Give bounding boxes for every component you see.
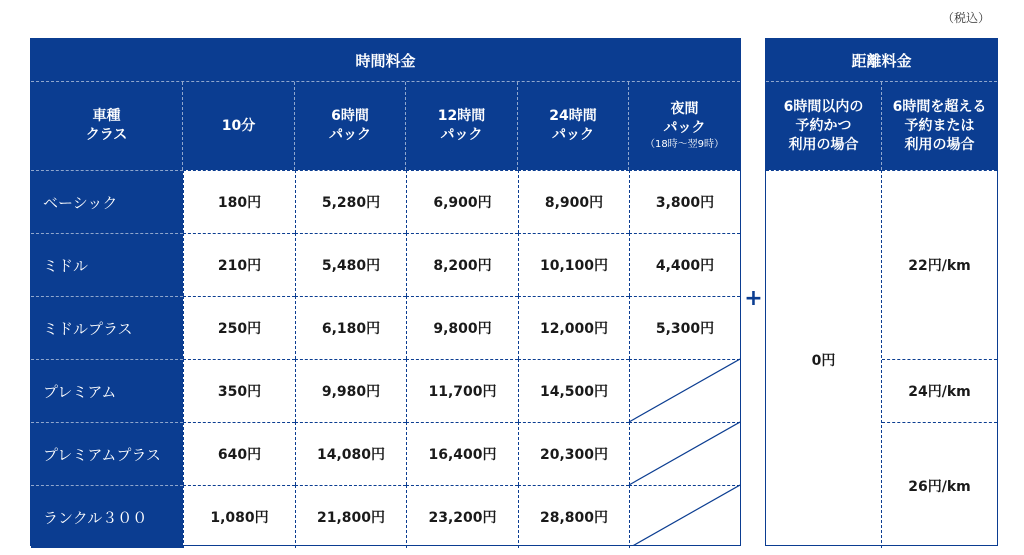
price-cell: 12,000円 [518,296,629,359]
time-col-header-line: 24時間 [549,108,597,124]
time-col-header-line: パック [663,120,706,136]
price-cell: 4,400円 [629,233,740,296]
distance-rate-title: 距離料金 [766,39,997,82]
distance-col-header-line: 6時間を超える [892,98,987,115]
price-cell: 10,100円 [518,233,629,296]
class-label: ランクル３００ [31,485,183,548]
price-cell: 6,900円 [406,170,518,233]
price-cell: 180円 [183,170,295,233]
class-label: ベーシック [31,170,183,233]
price-cell: 9,800円 [406,296,518,359]
price-cell: 23,200円 [406,485,518,548]
time-col-header-line: パック [440,127,483,143]
distance-col-header-line: 予約かつ [795,117,852,134]
price-cell: 16,400円 [406,422,518,485]
price-cell: 5,280円 [295,170,406,233]
class-label: プレミアム [31,359,183,422]
diagonal-slash [629,359,740,422]
distance-col-header-line: 利用の場合 [788,136,859,153]
distance-over-6h-cell: 22円/km [882,170,997,359]
class-label: プレミアムプラス [31,422,183,485]
tax-note: （税込） [941,11,990,25]
price-cell: 14,080円 [295,422,406,485]
diagonal-slash [629,485,740,545]
price-cell: 6,180円 [295,296,406,359]
price-cell: 5,300円 [629,296,740,359]
time-col-header-note: （18時～翌9時） [644,139,725,150]
time-col-header-line: 6時間 [331,108,369,124]
distance-within-6h-cell: 0円 [766,170,882,548]
price-cell: 21,800円 [295,485,406,548]
price-cell: 14,500円 [518,359,629,422]
plus-sign: + [744,286,763,311]
time-col-header-line: 夜間 [670,101,699,117]
time-rate-table [30,38,741,546]
distance-col-header-1 [882,82,997,170]
price-cell: 28,800円 [518,485,629,548]
distance-col-header-line: 予約または [904,117,975,134]
price-cell: 5,480円 [295,233,406,296]
distance-col-header-0 [766,82,882,170]
diagonal-slash [629,422,740,485]
price-cell: 20,300円 [518,422,629,485]
class-label: ミドル [31,233,183,296]
time-col-header-line: パック [329,127,371,143]
class-label: ミドルプラス [31,296,183,359]
distance-col-header-line: 6時間以内の [783,98,864,115]
distance-over-6h-cell: 26円/km [882,422,997,548]
time-rate-title: 時間料金 [31,39,740,82]
price-cell: 640円 [183,422,295,485]
price-cell: 1,080円 [183,485,295,548]
time-col-header-line: パック [552,127,594,143]
time-col-header-line: 車種 [92,108,121,124]
distance-rate-table [765,38,998,546]
price-cell: 8,200円 [406,233,518,296]
price-cell: 11,700円 [406,359,518,422]
price-cell: 8,900円 [518,170,629,233]
not-applicable-slashes [31,39,740,545]
price-cell: 250円 [183,296,295,359]
time-col-header-line: 12時間 [437,108,486,124]
time-col-header-line: 10分 [221,117,256,134]
price-cell: 350円 [183,359,295,422]
price-cell: 9,980円 [295,359,406,422]
price-cell: 210円 [183,233,295,296]
time-col-header-line: クラス [85,127,128,143]
price-cell: 3,800円 [629,170,740,233]
distance-col-header-line: 利用の場合 [904,136,975,153]
distance-over-6h-cell: 24円/km [882,359,997,422]
